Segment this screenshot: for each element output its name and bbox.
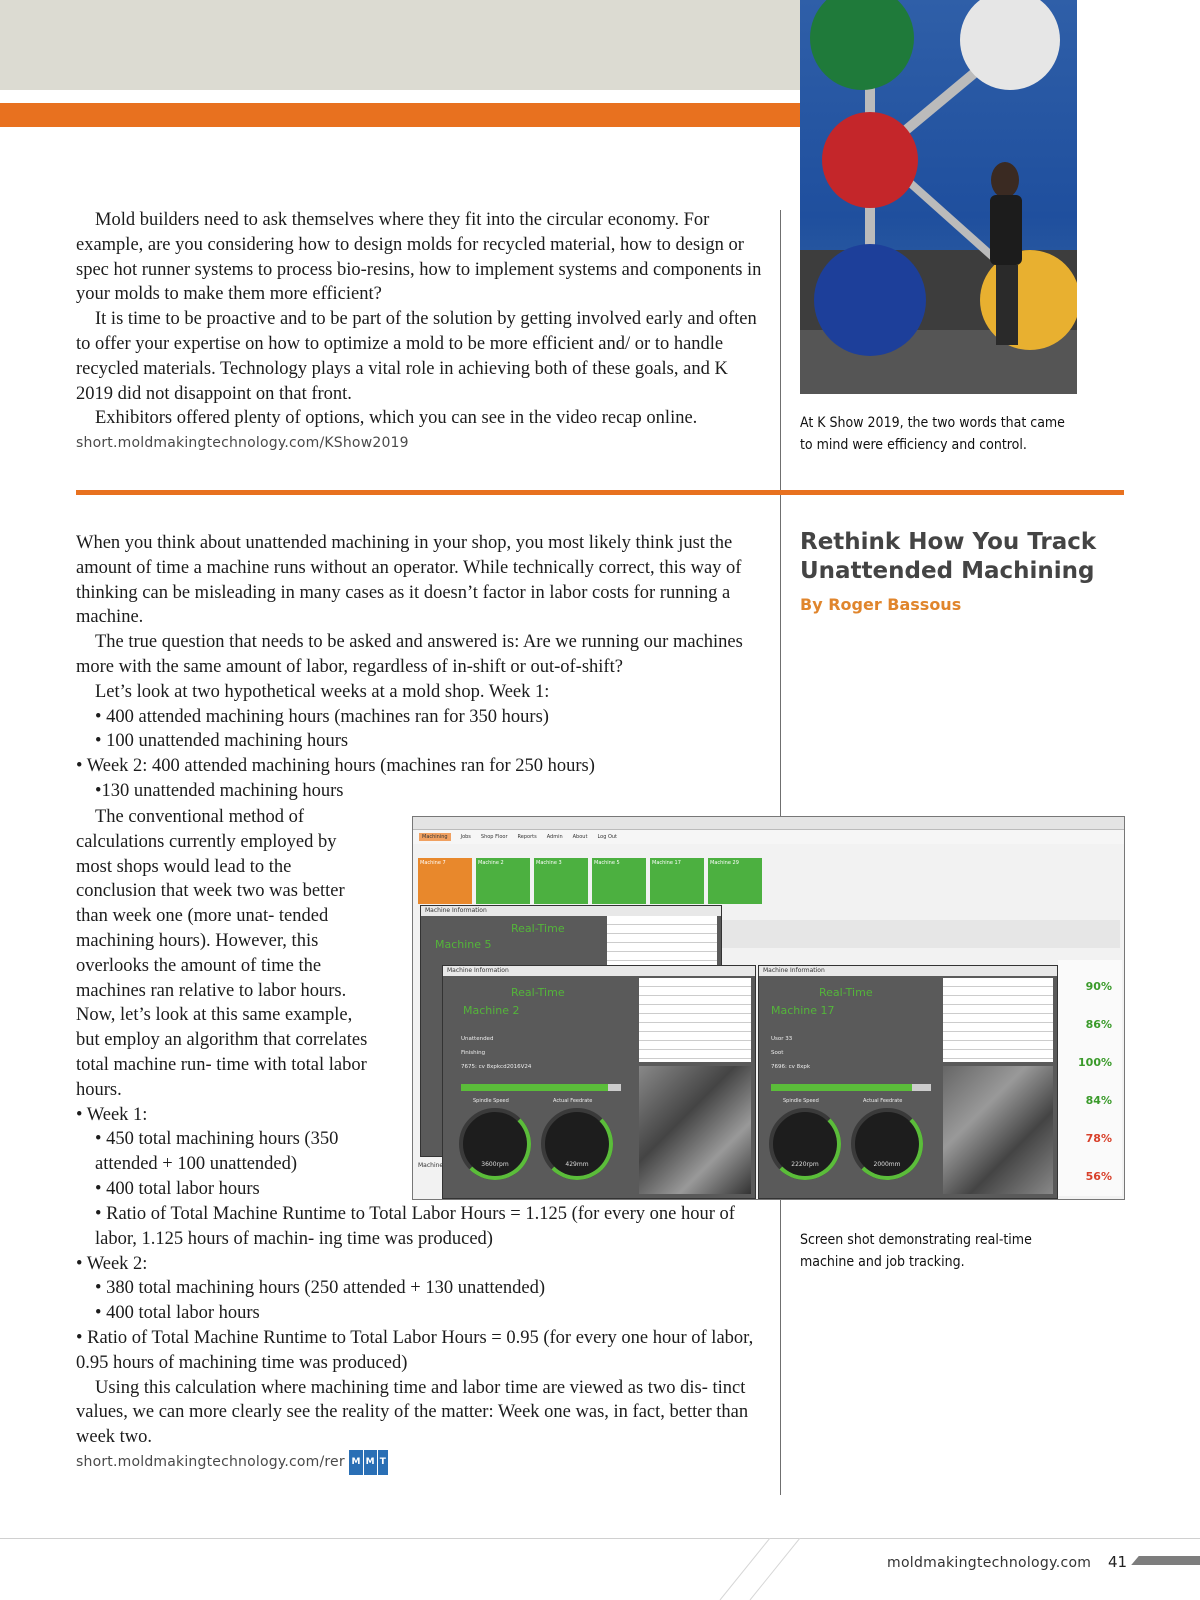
- screenshot-titlebar: [413, 817, 1124, 830]
- top-paragraph-3: Exhibitors offered plenty of options, which you can see in the video recap online.: [95, 408, 698, 429]
- mmt-logo-letter: T: [378, 1450, 388, 1475]
- top-orange-bar: [0, 103, 800, 127]
- menu-about[interactable]: About: [572, 834, 588, 840]
- week1-unattended-item: • 100 unattended machining hours: [95, 731, 349, 752]
- properties-table: [607, 916, 717, 966]
- properties-table: [639, 978, 751, 1062]
- week2-unattended-item: •130 unattended machining hours: [95, 780, 344, 801]
- column-divider-top: [780, 210, 781, 490]
- screenshot-menu: [413, 830, 1124, 844]
- article-body-upper: [76, 531, 766, 804]
- feed-label: Actual Feedrate: [863, 1098, 903, 1104]
- week2-attended-item: • Week 2: 400 attended machining hours (machines ran for 250 hours): [76, 756, 595, 777]
- feed-label: Actual Feedrate: [553, 1098, 593, 1104]
- article-paragraph-3: Let’s look at two hypothetical weeks at a mold shop. Week 1:: [95, 681, 550, 702]
- mmt-logo-letter: M: [349, 1450, 362, 1475]
- footer-decoration: [700, 1538, 840, 1600]
- spindle-label: Spindle Speed: [783, 1098, 819, 1104]
- menu-shop-floor[interactable]: Shop Floor: [480, 834, 508, 840]
- article-intro: When you think about unattended machining in your shop, you most likely think just the amount of time a machine runs without an operator. While technically correct, this way of thinking can be misleading in many cases as it doesn’t factor in labor costs for running a machine.: [76, 533, 742, 628]
- utilization-percent: 56%: [1085, 1170, 1112, 1183]
- article-body-narrow: [76, 805, 376, 1202]
- article-paragraph-2: The true question that needs to be asked and answered is: Are we running our machines more with the same amount of labor, regardless of in-shift or out-of-shift?: [76, 632, 743, 677]
- progress-bar: [771, 1084, 931, 1091]
- article-link[interactable]: [76, 1450, 766, 1475]
- calc-week2-heading: • Week 2:: [76, 1253, 148, 1274]
- footer-website[interactable]: moldmakingtechnology.com: [887, 1555, 1092, 1571]
- realtime-title: Real-Time: [511, 986, 565, 999]
- state-value: Soot: [771, 1050, 784, 1056]
- calc-week2-ratio: • Ratio of Total Machine Runtime to Total Labor Hours = 0.95 (for every one hour of labor, 0.95 hours of machining time was produced): [76, 1327, 754, 1373]
- section-divider: [76, 490, 1124, 495]
- mmt-logo: [349, 1450, 389, 1475]
- spindle-gauge: [459, 1108, 531, 1180]
- utilization-percent: 78%: [1085, 1132, 1112, 1145]
- calc-week1-heading: • Week 1:: [76, 1104, 148, 1125]
- machine-name: Machine 2: [463, 1004, 520, 1017]
- menu-admin[interactable]: Admin: [546, 834, 563, 840]
- photo-caption: At K Show 2019, the two words that came to mind were efficiency and control.: [800, 415, 1065, 453]
- page-number: 41: [1108, 1553, 1128, 1571]
- calc-week2-labor: • 400 total labor hours: [95, 1303, 260, 1324]
- timeline-strip: [720, 920, 1120, 948]
- k-show-photo: [800, 0, 1077, 394]
- menu-machining[interactable]: Machining: [419, 833, 451, 841]
- machine-tile[interactable]: Machine 17: [650, 858, 704, 904]
- calc-week1-labor: • 400 total labor hours: [95, 1178, 260, 1199]
- gauge-value: 3600rpm: [481, 1161, 509, 1168]
- machine-tile[interactable]: Machine 29: [708, 858, 762, 904]
- kshow-link[interactable]: short.moldmakingtechnology.com/KShow2019: [76, 435, 409, 452]
- gauge-value: 2220rpm: [791, 1161, 819, 1168]
- top-paragraph-2: It is time to be proactive and to be part of the solution by getting involved early and often to offer your expertise on how to optimize a mold to be more efficient and/ or to handle recycled materials. Technology plays a vital role in achieving both of these goals, and K 2019 did not disappoint on that front.: [76, 309, 757, 404]
- window-title: Machine Information: [443, 966, 755, 976]
- machine-camera-image: [639, 1066, 751, 1194]
- molecule-sculpture-illustration: [800, 0, 1077, 394]
- week1-attended-item: • 400 attended machining hours (machines ran for 350 hours): [95, 706, 549, 727]
- status-value: Unattended: [461, 1036, 494, 1042]
- gauge-value: 429mm: [565, 1161, 589, 1168]
- machine-name: Machine 5: [435, 938, 492, 951]
- footer-tab: [1131, 1556, 1200, 1565]
- machine-window-2: [442, 965, 756, 1199]
- menu-log-out[interactable]: Log Out: [597, 834, 618, 840]
- machine-status: [461, 1032, 531, 1074]
- machine-list-label: Machine: [418, 1162, 444, 1169]
- realtime-title: Real-Time: [511, 922, 565, 935]
- job-value: 7675: cv 8xpkcd2016V24: [461, 1064, 532, 1070]
- article-byline: By Roger Bassous: [800, 595, 962, 614]
- calc-week2-machining: • 380 total machining hours (250 attended + 130 unattended): [95, 1278, 546, 1299]
- article-paragraph-4: The conventional method of calculations currently employed by most shops would lead to the conclusion that week two was better than week one (more unat- tended machining hours). However, this overlooks the amount of time the machines ran relative to labor hours. Now, let’s look at this same example, but employ an algorithm that correlates total machine run- time with total labor hours.: [76, 807, 368, 1100]
- machine-camera-image: [943, 1066, 1053, 1194]
- machine-tile[interactable]: Machine 2: [476, 858, 530, 904]
- state-value: Finishing: [461, 1050, 486, 1056]
- article-headline: Rethink How You Track Unattended Machining: [800, 529, 1097, 584]
- utilization-percent: 84%: [1085, 1094, 1112, 1107]
- progress-bar: [461, 1084, 621, 1091]
- spindle-gauge: [769, 1108, 841, 1180]
- window-title: Machine Information: [421, 906, 721, 916]
- top-article: [76, 208, 766, 456]
- article-body-lower: [76, 1202, 766, 1475]
- realtime-title: Real-Time: [819, 986, 873, 999]
- feedrate-gauge: [851, 1108, 923, 1180]
- article-link-text[interactable]: short.moldmakingtechnology.com/rer: [76, 1453, 345, 1470]
- feedrate-gauge: [541, 1108, 613, 1180]
- status-value: Usor 33: [771, 1036, 793, 1042]
- utilization-column: [1058, 960, 1122, 1196]
- calc-week1-machining: • 450 total machining hours (350 attended + 100 unattended): [95, 1129, 339, 1175]
- job-value: 7696: cv 8xpk: [771, 1064, 811, 1070]
- machine-tile[interactable]: Machine 3: [534, 858, 588, 904]
- machine-tile[interactable]: Machine 5: [592, 858, 646, 904]
- calc-week1-ratio: • Ratio of Total Machine Runtime to Total Labor Hours = 1.125 (for every one hour of labor, 1.125 hours of machin- ing time was produced): [95, 1204, 735, 1249]
- utilization-percent: 86%: [1085, 1018, 1112, 1031]
- properties-table: [943, 978, 1053, 1062]
- window-title: Machine Information: [759, 966, 1057, 976]
- top-paragraph-1: Mold builders need to ask themselves where they fit into the circular economy. For example, are you considering how to design molds for recycled material, how to design or spec hot runner systems to process bio-resins, how to implement systems and components in your molds to make them more efficient?: [76, 210, 762, 305]
- machine-status: [771, 1032, 810, 1074]
- utilization-percent: 100%: [1078, 1056, 1112, 1069]
- footer-rule: [0, 1538, 1200, 1539]
- gauge-value: 2000mm: [873, 1161, 901, 1168]
- article-conclusion: Using this calculation where machining time and labor time are viewed as two dis- tinct values, we can more clearly see the reality of the matter: Week one was, in fact, better than week two.: [76, 1377, 749, 1448]
- mmt-logo-letter: M: [364, 1450, 377, 1475]
- machine-tile[interactable]: Machine 7: [418, 858, 472, 904]
- machine-window-17: [758, 965, 1058, 1199]
- menu-reports[interactable]: Reports: [517, 834, 537, 840]
- spindle-label: Spindle Speed: [473, 1098, 509, 1104]
- screenshot-caption: Screen shot demonstrating real-time machine and job tracking.: [800, 1232, 1032, 1270]
- top-gray-band: [0, 0, 800, 90]
- utilization-percent: 90%: [1085, 980, 1112, 993]
- machine-name: Machine 17: [771, 1004, 835, 1017]
- menu-jobs[interactable]: Jobs: [460, 834, 471, 840]
